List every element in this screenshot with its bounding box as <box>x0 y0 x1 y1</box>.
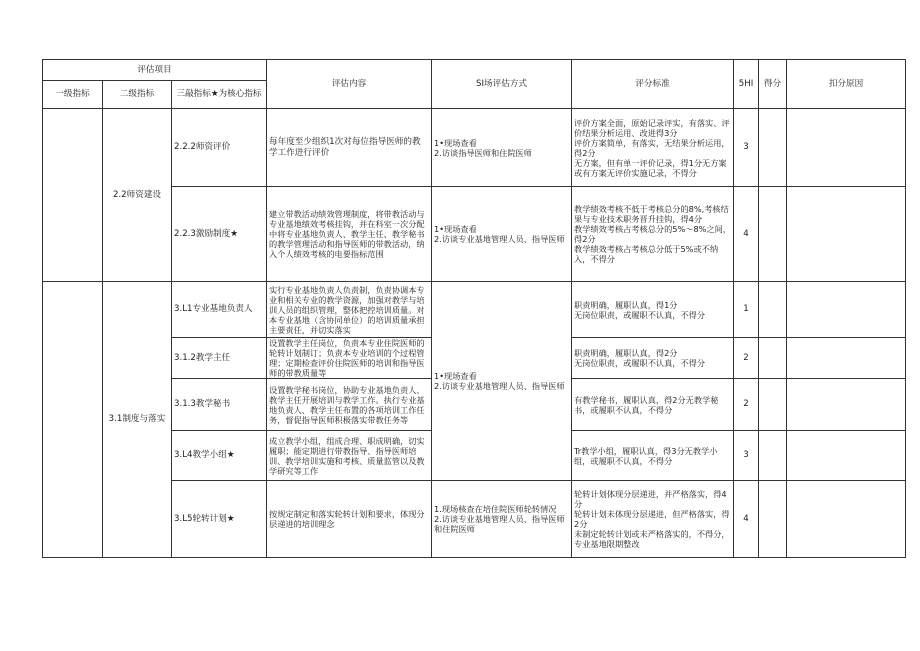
header-row-top <box>43 60 906 81</box>
standard-cell: 轮转计划体现分层递进，并严格落实，得4分 轮转计划未体现分层递进，但严格落实，得2分 未制定轮转计划或未严格落实的，不得分，专业基地限期整改 <box>572 481 734 558</box>
score-cell <box>759 431 787 481</box>
points-cell: 4 <box>734 187 759 282</box>
method-cell: 1•现场查看 2.访谈专业基地管理人员、指导医师 <box>432 282 572 481</box>
points-cell: 2 <box>734 379 759 431</box>
header-content: 评估内容 <box>267 60 432 109</box>
score-cell <box>759 379 787 431</box>
standard-cell: Tr教学小组，履职认真，得3分无教学小组，或履职不认真，不得分 <box>572 431 734 481</box>
score-cell <box>759 481 787 558</box>
level3-cell: 2.2.2师资评价 <box>172 109 267 187</box>
level3-cell: 3.1.2教学主任 <box>172 338 267 379</box>
content-cell: 按规定制定和落实轮转计划和要求，体现分层递进的培训理念 <box>267 481 432 558</box>
header-level1: 一级指标 <box>43 81 103 109</box>
deduct-cell <box>787 481 906 558</box>
deduct-cell <box>787 109 906 187</box>
level3-cell: 3.L1专业基地负责人 <box>172 282 267 338</box>
level3-cell: 3.L4教学小组★ <box>172 431 267 481</box>
points-cell: 4 <box>734 481 759 558</box>
header-score: 得分 <box>759 60 787 109</box>
score-cell <box>759 187 787 282</box>
header-item: 评估项目 <box>43 60 267 81</box>
header-level2: 二级指标 <box>103 81 172 109</box>
method-cell: 1.现场核查在培住院医师轮转情况 2.访谈专业基地管理人员、指导医师和住院医师 <box>432 481 572 558</box>
method-cell: 1•现场查看 2.访谈专业基地管理人员、指导医师 <box>432 187 572 282</box>
deduct-cell <box>787 431 906 481</box>
score-cell <box>759 338 787 379</box>
header-level3: 三敲指标★为核心指标 <box>172 81 267 109</box>
header-method: SI场评估方式 <box>432 60 572 109</box>
table-row <box>43 282 906 338</box>
table-row <box>43 481 906 558</box>
standard-cell: 有教学秘书，履职认真，得2分无教学秘书，或履职不认真，不得分 <box>572 379 734 431</box>
level2-cell: 3.1制度与落实 <box>103 282 172 558</box>
points-cell: 3 <box>734 431 759 481</box>
header-points: 5HI <box>734 60 759 109</box>
header-standard: 评分标准 <box>572 60 734 109</box>
content-cell: 设置教学秘书岗位，协助专业基地负责人、教学主任开展培训与教学工作。执行专业基地负责人、教学主任布置的各项培训工作任务，督促指导医师积极落实带教任务等 <box>267 379 432 431</box>
content-cell: 每年度至少组织1次对每位指导医师的教学工作进行评价 <box>267 109 432 187</box>
level2-cell: 2.2师资建设 <box>103 109 172 282</box>
deduct-cell <box>787 187 906 282</box>
points-cell: 3 <box>734 109 759 187</box>
deduct-cell <box>787 282 906 338</box>
points-cell: 2 <box>734 338 759 379</box>
standard-cell: 职责明确，履职认真，得1分 无岗位职责，或履职不认真，不得分 <box>572 282 734 338</box>
level1-cell <box>43 282 103 558</box>
content-cell: 设置教学主任岗位，负责本专业住院医师的轮转计划制订；负责本专业培训的个过程管理；定期检查评价住院医师的培训和指导医师的带教质量等 <box>267 338 432 379</box>
content-cell: 成立教学小组，组成合理、职成明确，切实履职；能定期进行带教指导、指导医师培训、教学培训实施和考核、质量监管以及教学研究等工作 <box>267 431 432 481</box>
table-row <box>43 187 906 282</box>
table-row <box>43 109 906 187</box>
points-cell: 1 <box>734 282 759 338</box>
level3-cell: 2.2.3激励制度★ <box>172 187 267 282</box>
deduct-cell <box>787 338 906 379</box>
standard-cell: 职责明确，履职认真，得2分 无岗位职责，或履职不认真，不得分 <box>572 338 734 379</box>
deduct-cell <box>787 379 906 431</box>
level1-cell <box>43 109 103 282</box>
level3-cell: 3.1.3教学秘书 <box>172 379 267 431</box>
header-deduct: 扣分原因 <box>787 60 906 109</box>
standard-cell: 教学绩效考核不低于考核总分的8%,考核结果与专业技术职务晋升挂钩，得4分 教学绩效考核占考核总分的5%～8%之间，得2分 教学绩效考核占考核总分低于5%或不纳入，不得分 <box>572 187 734 282</box>
score-cell <box>759 282 787 338</box>
content-cell: 建立带教活动绩效管理制度，将带教活动与专业基地绩效考核挂钩，并在科室一次分配中将专业基地负责人、教学主任、教学秘书的教学管理活动和指导医师的带教活动，纳入个人绩效考核的电要指标范围 <box>267 187 432 282</box>
evaluation-table <box>42 59 906 558</box>
score-cell <box>759 109 787 187</box>
level3-cell: 3.L5轮转计划★ <box>172 481 267 558</box>
standard-cell: 评价方案全面，原始记录评实，有落实、评价结果分析运用、改进得3分 评价方案简单，有落实，无结果分析运用，得2分 无方案，但有单一评价记录，得1分无方案或有方案无评价实施记录，不得分 <box>572 109 734 187</box>
method-cell: 1•现场查看 2.访谈指导医师和住院医师 <box>432 109 572 187</box>
content-cell: 实行专业基地负责人负责制，负责协调本专业和相关专业的教学资源，加强对教学与培训人员的组织管理，整体把控培训质量。对本专业基地（含协同单位）的培训质量承担主要责任，并切实落实 <box>267 282 432 338</box>
